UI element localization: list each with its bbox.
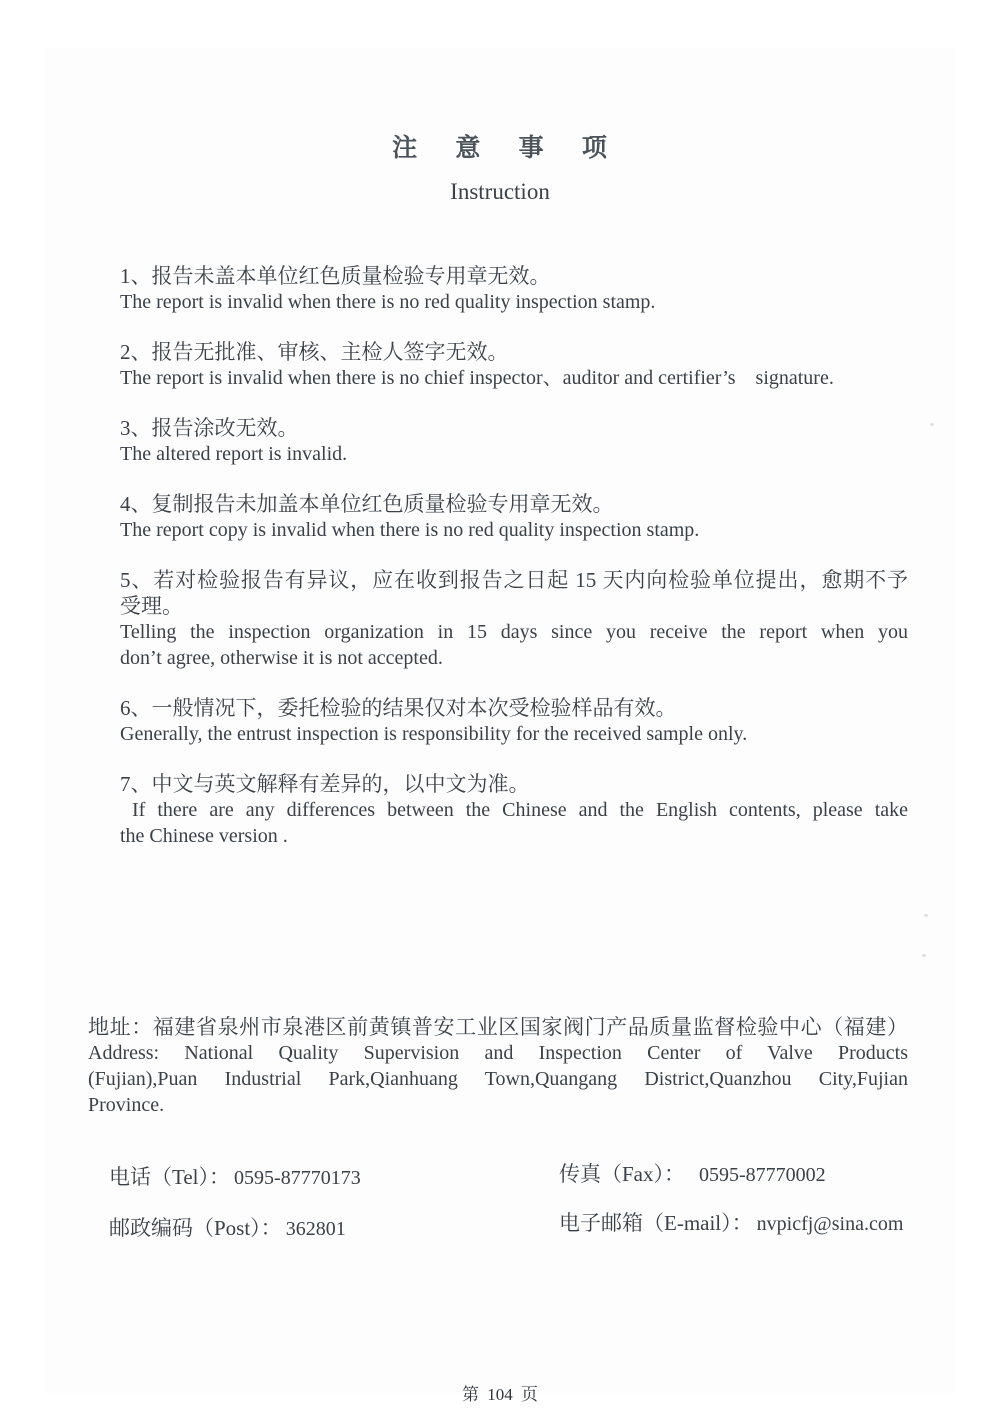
fax-label: 传真（Fax）： (559, 1162, 685, 1186)
item-6-cn-line: 6、一般情况下，委托检验的结果仅对本次受检验样品有效。 (120, 696, 677, 720)
address-en-line-3: Province. (88, 1094, 165, 1116)
page-number: 第 104 页 (462, 1385, 538, 1404)
address-en-line-1: Address: National Quality Supervision and Inspection Center of Valve Products (88, 1042, 908, 1064)
postcode-field (88, 1189, 346, 1268)
scan-speck (924, 914, 928, 917)
address-block (88, 1014, 908, 1118)
title-english: Instruction (450, 179, 550, 204)
list-item-5 (120, 567, 908, 671)
address-en-line-2: (Fujian),Puan Industrial Park,Qianhuang Town,Quangang District,Quanzhou City,Fujian (88, 1068, 908, 1090)
fax-value: 0595-87770002 (699, 1164, 826, 1186)
telephone-value: 0595-87770173 (234, 1167, 361, 1189)
item-1-cn-line: 1、报告未盖本单位红色质量检验专用章无效。 (120, 264, 551, 288)
email-field (538, 1184, 903, 1263)
title-chinese: 注 意 事 项 (392, 135, 608, 162)
scan-speck (930, 423, 934, 426)
item-5-en-line-2: don’t agree, otherwise it is not accepted. (120, 647, 443, 669)
telephone-label: 电话（Tel）： (109, 1165, 231, 1189)
item-5-en-line-1: Telling the inspection organization in 15 days since you receive the report when you (120, 621, 908, 643)
email-value: nvpicfj@sina.com (756, 1213, 904, 1235)
item-7-cn-line: 7、中文与英文解释有差异的，以中文为准。 (120, 772, 530, 796)
item-4-cn-line: 4、复制报告未加盖本单位红色质量检验专用章无效。 (120, 492, 614, 516)
instruction-list (120, 263, 908, 873)
item-6-en-line: Generally, the entrust inspection is responsibility for the received sample only. (120, 723, 748, 745)
item-3-en-line: The altered report is invalid. (120, 443, 348, 465)
item-5-cn-line-1: 5、若对检验报告有异议，应在收到报告之日起 15 天内向检验单位提出，愈期不予 (120, 568, 908, 592)
item-2-cn-line: 2、报告无批准、审核、主检人签字无效。 (120, 340, 509, 364)
item-3-cn-line: 3、报告涂改无效。 (120, 416, 299, 440)
postcode-label: 邮政编码（Post）： (109, 1216, 282, 1240)
postcode-value: 362801 (285, 1218, 346, 1240)
list-item-1 (120, 263, 908, 315)
list-item-3 (120, 415, 908, 467)
list-item-2 (120, 339, 908, 391)
item-4-en-line: The report copy is invalid when there is no red quality inspection stamp. (120, 519, 700, 541)
item-2-en-line: The report is invalid when there is no chief inspector、auditor and certifier’s signature. (120, 367, 834, 389)
item-5-cn-line-2: 受理。 (120, 594, 183, 618)
address-cn-line: 地址：福建省泉州市泉港区前黄镇普安工业区国家阀门产品质量监督检验中心（福建） (88, 1015, 908, 1039)
email-label: 电子邮箱（E-mail）： (559, 1211, 753, 1235)
list-item-6 (120, 695, 908, 747)
scan-speck (922, 954, 926, 957)
item-7-en-line-1: If there are any differences between the Chinese and the English contents, please take (120, 799, 909, 821)
item-1-en-line: The report is invalid when there is no red quality inspection stamp. (120, 291, 656, 313)
list-item-7 (120, 771, 908, 849)
item-7-en-line-2: the Chinese version . (120, 825, 288, 847)
list-item-4 (120, 491, 908, 543)
